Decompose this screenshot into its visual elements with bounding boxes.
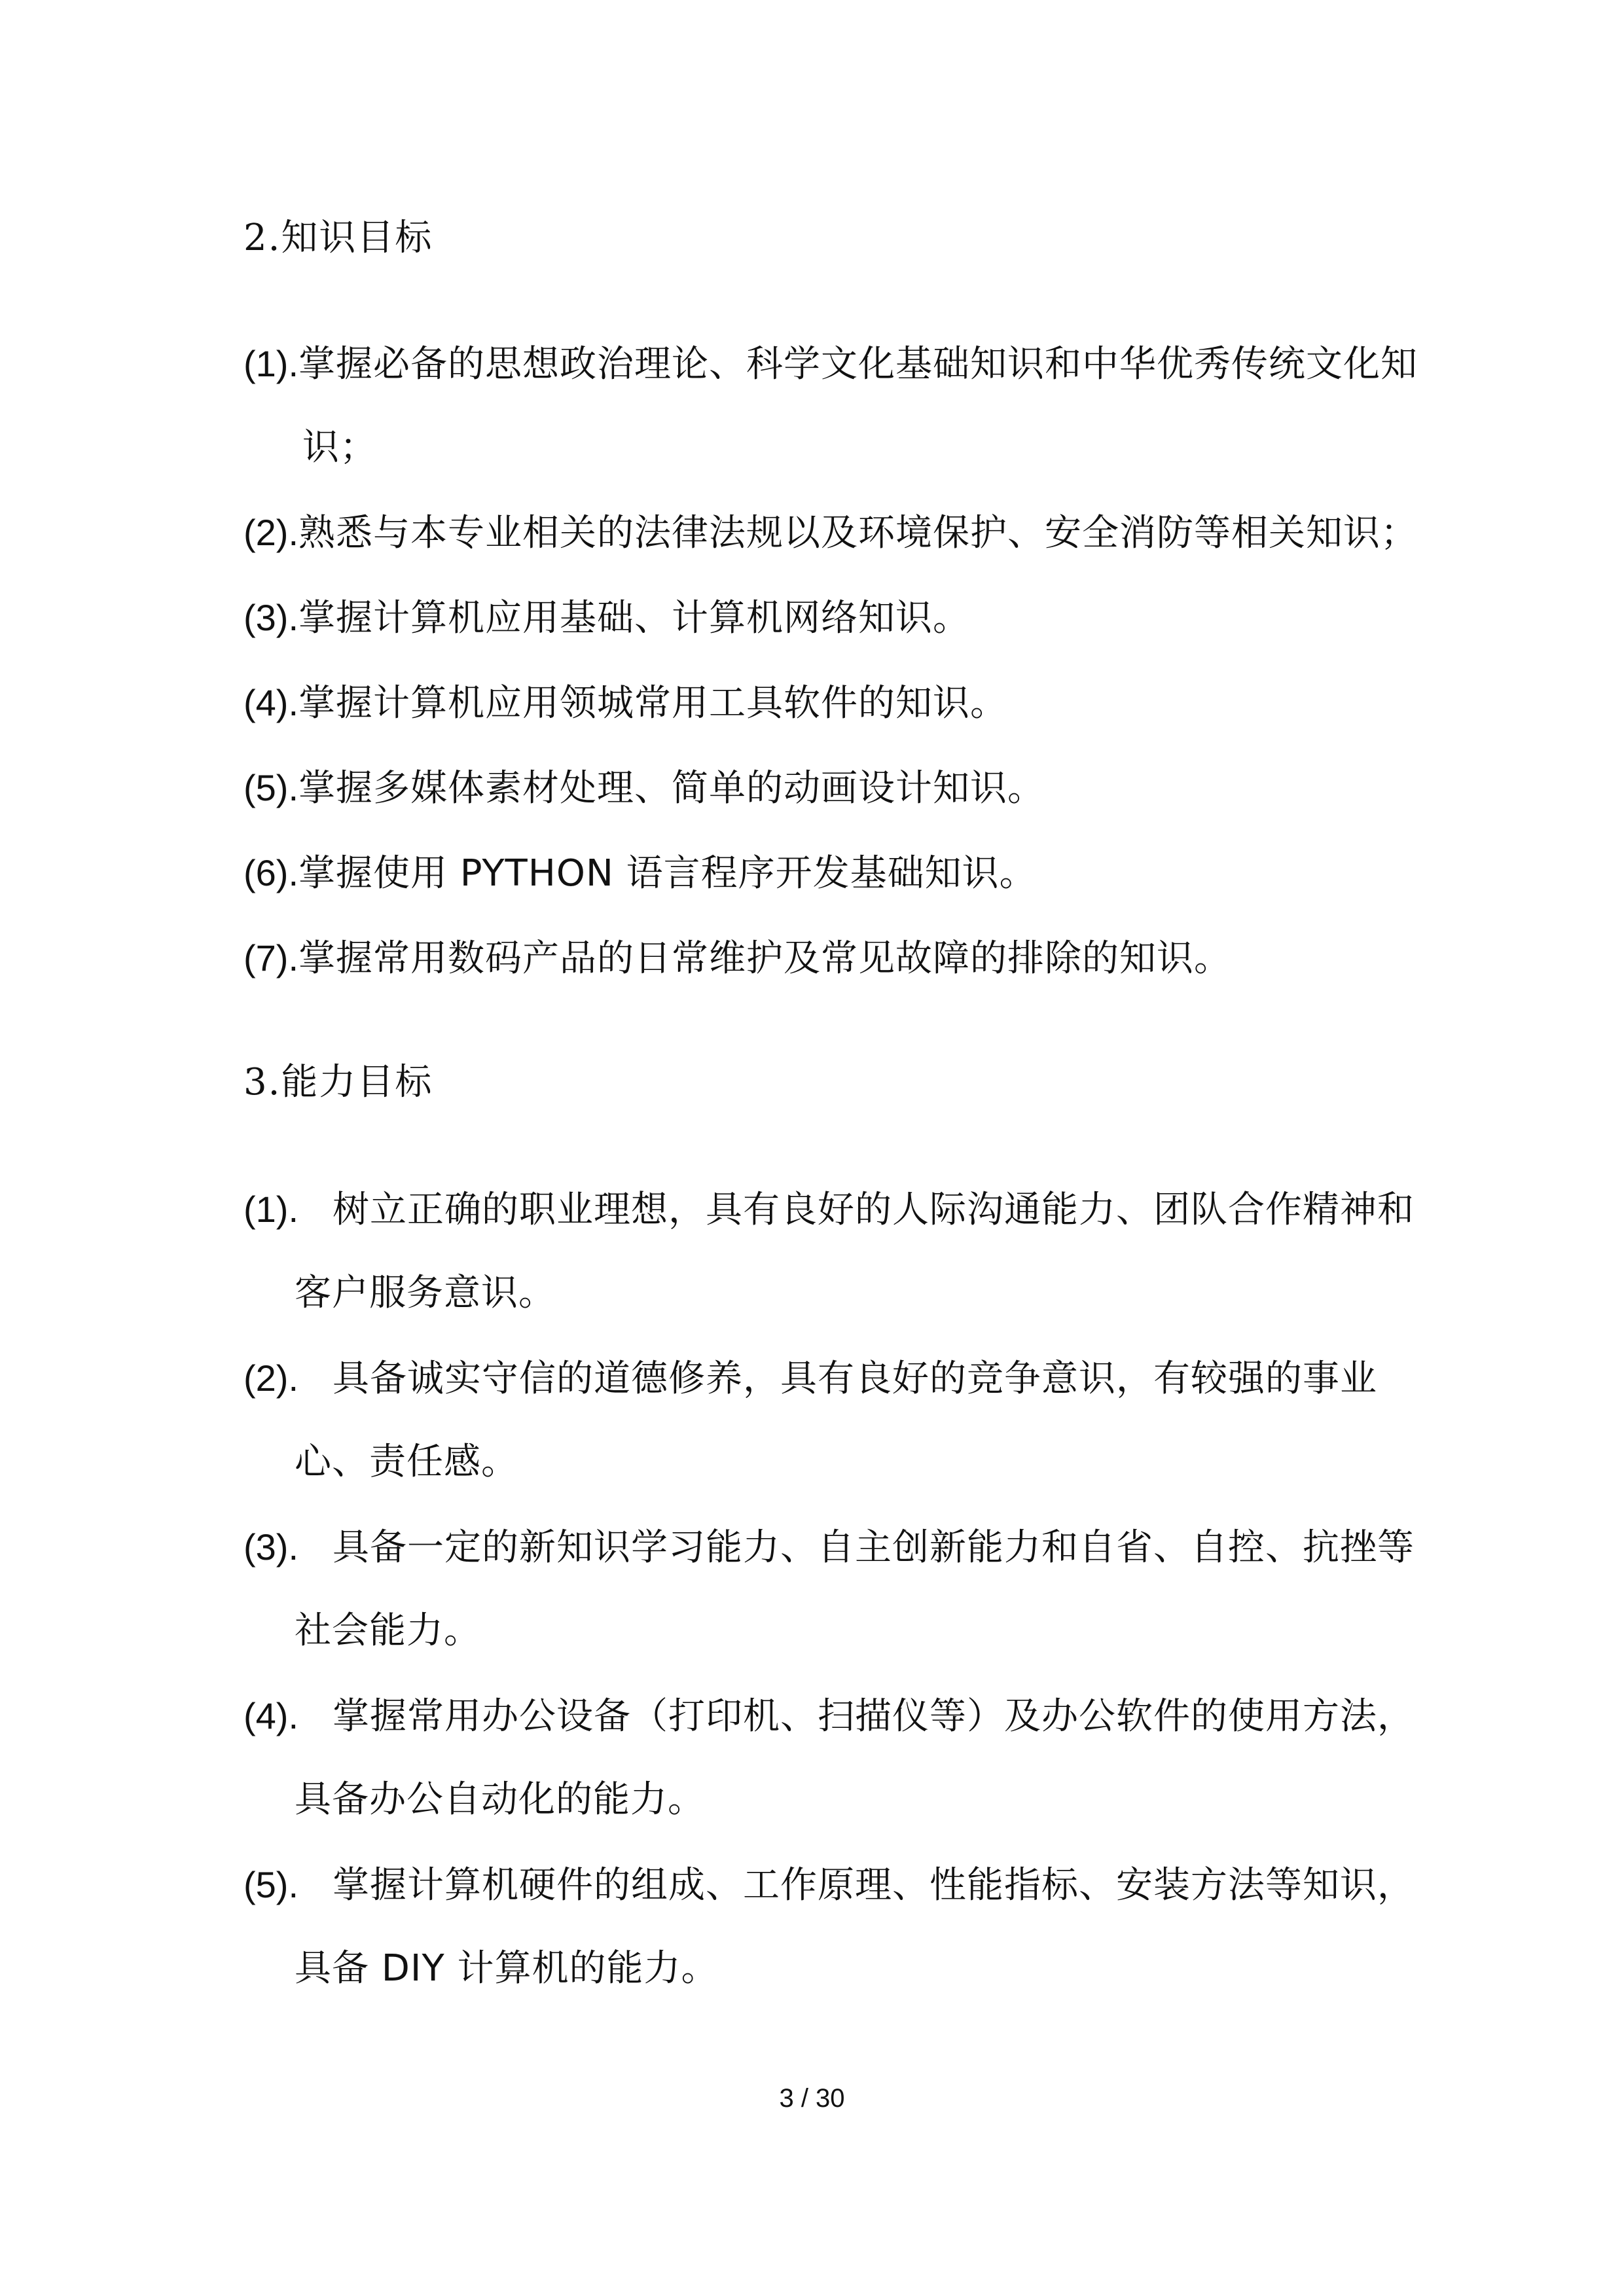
- item-number: (1).: [244, 1189, 298, 1230]
- item-number: (7).: [244, 937, 298, 978]
- item-text: 掌握常用办公设备（打印机、扫描仪等）及办公软件的使用方法，: [333, 1695, 1415, 1738]
- ability-item-1: [244, 1191, 1415, 1229]
- section-heading-ability: 3.能力目标: [244, 1061, 433, 1103]
- ability-item-1-continued: 客户服务意识。: [295, 1272, 556, 1314]
- item-text: 掌握计算机应用领城常用工具软件的知识。: [298, 682, 1007, 725]
- ability-item-5: [244, 1864, 1415, 1907]
- item-text: 掌握多媒体素材处理、简单的动画设计知识。: [298, 767, 1045, 810]
- item-number: (1).: [244, 343, 298, 384]
- item-text: 具备一定的新知识学习能力、自主创新能力和自省、自控、抗挫等: [333, 1526, 1415, 1569]
- item-number: (3).: [244, 1526, 298, 1568]
- knowledge-item-1-continued: 识；: [302, 426, 377, 469]
- knowledge-item-3: [244, 597, 970, 639]
- knowledge-item-6: [244, 852, 1037, 895]
- item-text: 掌握使用 PYTHON 语言程序开发基础知识。: [298, 852, 1037, 895]
- section-heading-knowledge: 2.知识目标: [244, 217, 433, 259]
- item-number: (6).: [244, 852, 298, 893]
- item-text: 树立正确的职业理想，具有良好的人际沟通能力、团队合作精神和: [333, 1189, 1415, 1231]
- page-number: 3 / 30: [779, 2084, 845, 2113]
- knowledge-item-2: [244, 514, 1418, 552]
- knowledge-item-7: [244, 937, 1231, 980]
- knowledge-item-5: [244, 767, 1045, 810]
- item-number: (4).: [244, 682, 298, 723]
- item-number: (5).: [244, 767, 298, 808]
- item-number: (3).: [244, 597, 298, 638]
- item-number: (2).: [244, 512, 298, 553]
- knowledge-item-1: [244, 343, 1418, 386]
- knowledge-item-4: [244, 682, 1007, 725]
- item-text: 掌握必备的思想政治理论、科学文化基础知识和中华优秀传统文化知: [298, 343, 1418, 386]
- item-text: 掌握常用数码产品的日常维护及常见故障的排除的知识。: [298, 937, 1231, 980]
- ability-item-2: [244, 1357, 1377, 1400]
- item-text: 具备诚实守信的道德修养，具有良好的竞争意识，有较强的事业: [333, 1357, 1377, 1400]
- item-number: (4).: [244, 1695, 298, 1736]
- item-text: 熟悉与本专业相关的法律法规以及环境保护、安全消防等相关知识；: [298, 512, 1418, 554]
- item-number: (5).: [244, 1864, 298, 1905]
- ability-item-4: [244, 1695, 1415, 1738]
- ability-item-4-continued: 具备办公自动化的能力。: [295, 1778, 705, 1821]
- ability-item-3-continued: 社会能力。: [295, 1609, 481, 1652]
- item-text: 掌握计算机硬件的组成、工作原理、性能指标、安装方法等知识，: [333, 1864, 1415, 1907]
- ability-item-3: [244, 1526, 1415, 1569]
- item-text: 掌握计算机应用基础、计算机网络知识。: [298, 597, 970, 639]
- ability-item-2-continued: 心、责任感。: [295, 1441, 518, 1483]
- ability-item-5-continued: 具备 DIY 计算机的能力。: [295, 1947, 719, 1990]
- item-number: (2).: [244, 1357, 298, 1399]
